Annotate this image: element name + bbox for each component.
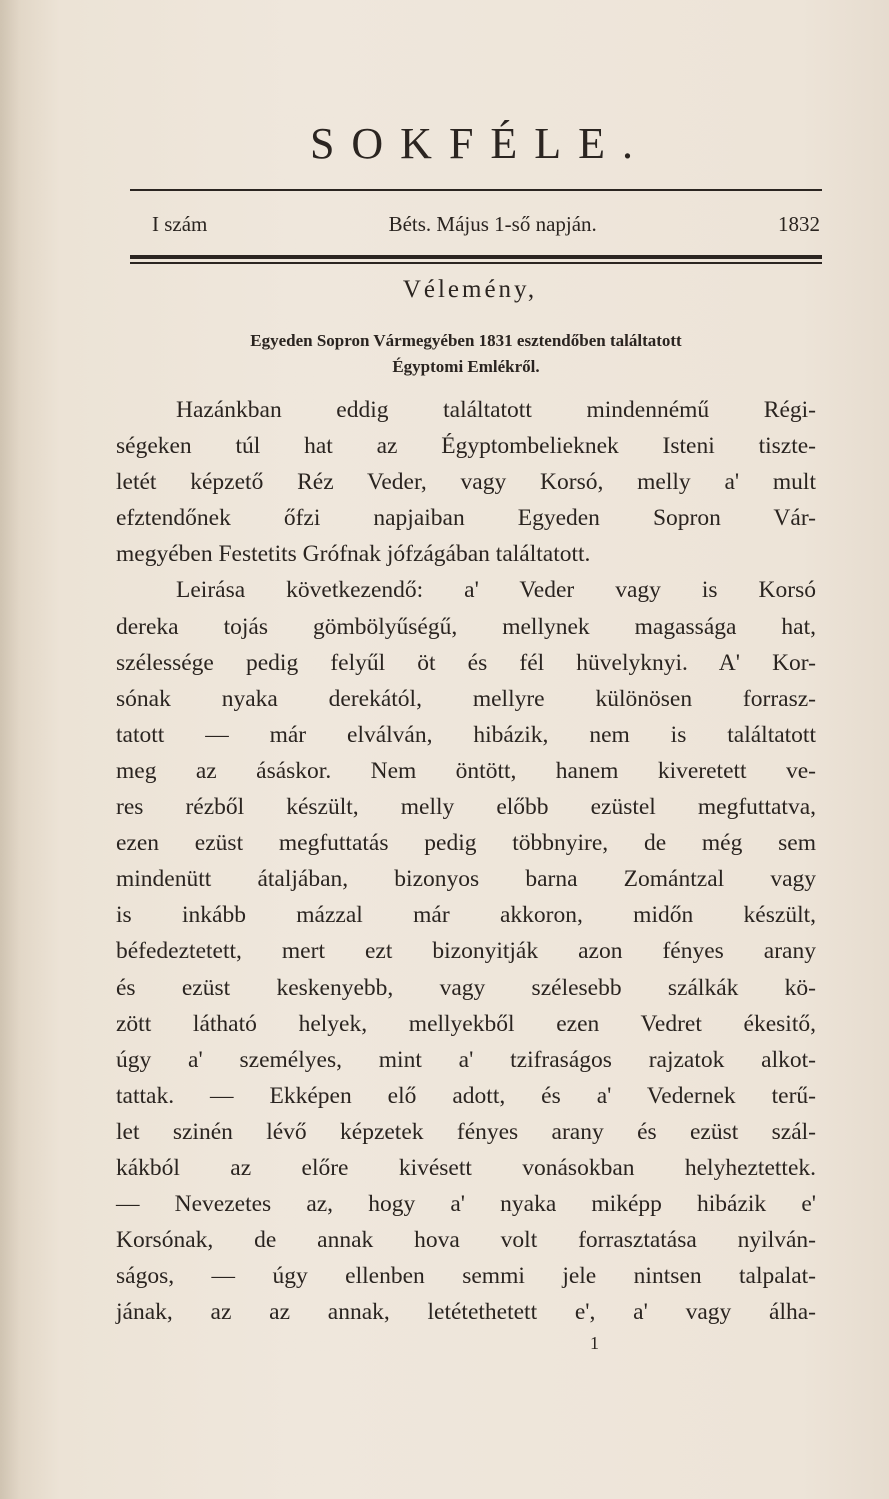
issue-year: 1832 (777, 212, 820, 236)
text-line: let szinén lévő képzetek fényes arany és ezüst szál- (116, 1118, 816, 1145)
masthead-title: SOKFÉLE. (309, 119, 651, 168)
text-line: res rézből készült, melly előbb ezüstel megfuttatva, (116, 794, 816, 821)
article-subtitle (150, 328, 782, 380)
article-heading: Vélemény, (402, 276, 538, 303)
text-line: Leirása következendő: a' Veder vagy is Korsó (176, 577, 816, 604)
issue-date: Béts. Május 1-ső napján. (388, 212, 597, 236)
rule-thin (130, 262, 822, 264)
text-line: és ezüst keskenyebb, vagy szélesebb szálkák kö- (116, 974, 816, 1001)
rule-top (130, 189, 822, 191)
text-line: Hazánkban eddig találtatott mindennémű Régi- (176, 397, 816, 423)
text-line: jának, az az annak, letétethetett e', a' vagy álha- (116, 1299, 816, 1326)
text-line: — Nevezetes az, hogy a' nyaka miképp hibázik e' (116, 1191, 816, 1218)
text-line: letét képzető Réz Veder, vagy Korsó, melly a' mult (116, 469, 816, 496)
text-line: ségeken túl hat az Égyptombelieknek Isteni tiszte- (116, 433, 816, 460)
text-line: tattak. — Ekképen elő adott, és a' Vedernek terű- (116, 1082, 816, 1109)
text-line: úgy a' személyes, mint a' tzifraságos rajzatok alkot- (116, 1046, 816, 1073)
text-line: tatott — már elválván, hibázik, nem is találtatott (116, 721, 816, 748)
text-line: Korsónak, de annak hova volt forrasztatása nyilván- (116, 1227, 816, 1254)
text-line: dereka tojás gömbölyűségű, mellynek magassága hat, (116, 613, 816, 640)
text-line: megyében Festetits Grófnak jófzágában találtatott. (116, 541, 591, 568)
issue-header (152, 212, 820, 237)
text-line: kákból az előre kivésett vonásokban helyheztettek. (116, 1154, 816, 1181)
rule-thick (130, 255, 822, 259)
text-line: szélessége pedig felyűl öt és fél hüvelyknyi. A' Kor- (116, 649, 816, 676)
text-line: efztendőnek őfzi napjaiban Egyeden Sopron Vár- (116, 505, 816, 532)
text-line: mindenütt átaljában, bizonyos barna Zomántzal vagy (116, 866, 816, 893)
text-line: is inkább mázzal már akkoron, midőn készült, (116, 902, 816, 929)
subtitle-line: Egyeden Sopron Vármegyében 1831 esztendőben találtatott (250, 331, 682, 350)
text-line: zött látható helyek, mellyekből ezen Vedret ékesitő, (116, 1010, 816, 1037)
issue-number: I szám (152, 212, 208, 236)
subtitle-line: Égyptomi Emlékről. (392, 357, 540, 376)
text-line: ságos, — úgy ellenben semmi jele nintsen talpalat- (116, 1263, 816, 1290)
text-line: béfedeztetett, mert ezt bizonyitják azon fényes arany (116, 938, 816, 965)
text-line: ezen ezüst megfuttatás pedig többnyire, de még sem (116, 830, 816, 857)
article-body (116, 392, 816, 1330)
text-line: sónak nyaka derekától, mellyre különösen forrasz- (116, 685, 816, 712)
page-number: 1 (590, 1333, 599, 1353)
text-line: meg az ásáskor. Nem öntött, hanem kiveretett ve- (116, 757, 816, 784)
